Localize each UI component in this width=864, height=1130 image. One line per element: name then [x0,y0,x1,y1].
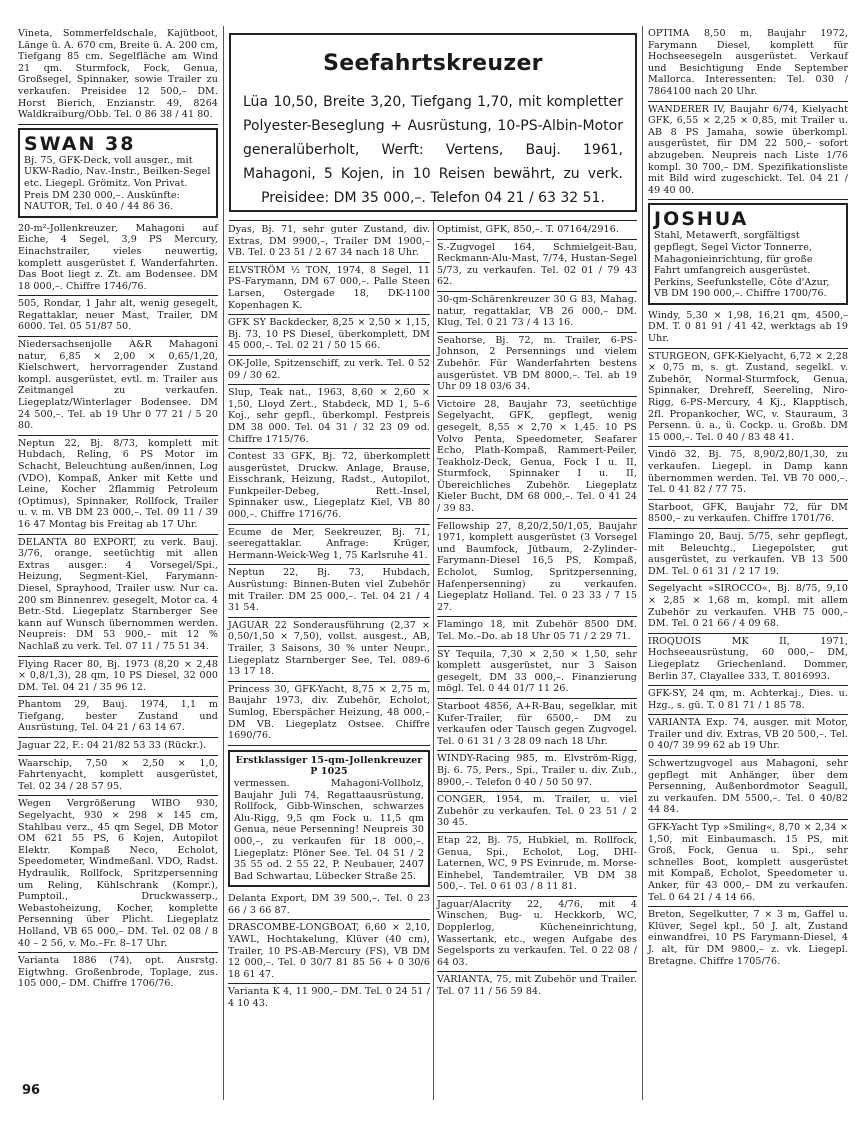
classified-ad [18,221,218,297]
classified-ad-text: Flying Racer 80, Bj. 1973 (8,20 × 2,48 × 0,8/1,3), 28 qm, 10 PS Diesel, 32 000 DM. Tel. 04 21 / 35 96 12. [18,658,218,693]
classified-ad-text: Niedersachsenjolle A&R Mahagoni natur, 6,85 × 2,00 × 0,65/1,20, Kielschwert, hervorragender Zustand kompl. ausgerüstet, evtl. m. Trailer aus Zeitmangel zu verkaufen. Liegeplatz/Winterlager Bodensee. DM 24 500,–. Tel. ab 19 Uhr 0 77 21 / 5 20 80. [18,339,218,432]
classified-ad-text: WINDY-Racing 985, m. Elvström-Rigg, Bj. 6. 75, Pers., Spi., Trailer u. div. Zub., 8900,–. Telefon 0 40 / 50 50 97. [437,753,637,788]
classified-ad [18,738,218,756]
classified-ad-text: Slup, Teak nat., 1963, 8,60 × 2,60 × 1,50, Lloyd Zert., Stabdeck, MD 1, 5–6 Koj., sehr gepfl., überkompl. Festpreis DM 38 000. Tel. 04 31 / 32 23 09 od. Chiffre 1715/76. [228,387,430,445]
classified-ad [228,984,430,1012]
classified-ad [648,447,848,499]
classified-ad [648,820,848,907]
classified-ad [18,436,218,535]
featured-ad-banner [229,33,637,212]
classified-ad-text: 30-qm-Schärenkreuzer 30 G 83, Mahag. natur, regattaklar, VB 26 000,– DM. Klug, Tel. 0 21 73 / 4 13 16. [437,293,637,329]
classified-ad-text: Vindö 32, Bj. 75, 8,90/2,80/1,30, zu verkaufen. Liegepl. in Damp kann übernommen werden. Tel. VB 70 000,–. Tel. 0 41 82 / 77 75. [648,449,848,496]
classified-ad-text: Contest 33 GFK, Bj. 72, überkomplett ausgerüstet, Druckw. Anlage, Brause, Eisschrank, Heizung, Radst., Autopilot, Funkpeiler-Debeg, Rett.-Insel, Spinnaker usw., Liegeplatz Kiel, VB 80 000,–. Chiffre 1716/76. [228,451,430,521]
classified-ad [437,333,637,397]
classified-ad-text: Etap 22, Bj. 75, Hubkiel, m. Rollfock, Genua, Spi., Echolot, Log, DHI-Laternen, WC, 9 PS Evinrude, m. Morse-Einhebel, Tandemtrailer, VB DM 38 500,–. Tel. 0 61 03 / 8 11 81. [437,834,637,893]
classified-ad-text: Optimist, GFK, 850,–. T. 07164/2916. [437,224,619,235]
classified-ad-text: OK-Jolle, Spitzenschiff, zu verk. Tel. 0 52 09 / 30 62. [228,357,430,381]
classified-ad-text: Delanta Export, DM 39 500,–. Tel. 0 23 66 / 3 66 87. [228,893,430,916]
classified-ad [648,686,848,715]
classified-ad [18,337,218,436]
classified-ad [648,500,848,529]
classified-ad [18,796,218,953]
classified-ad-text: CONGER, 1954, m. Trailer, u. viel Zubehör zu verkaufen. Tel. 0 23 51 / 2 30 45. [437,794,637,829]
classified-ad [228,263,430,315]
boxed-ad-heading: SWAN 38 [24,132,136,155]
classified-ad [228,315,430,356]
classified-ad [228,618,430,682]
classified-ad [437,751,637,792]
classified-ad [648,715,848,756]
ads-column-2 [228,222,430,1013]
classified-ad-text: Fellowship 27, 8,20/2,50/1,05, Baujahr 1971, komplett ausgerüstet (3 Vorsegel und Baumfock, Jütbaum, 2-Zylinder-Farymann-Diesel 16,5 PS, Kompaß, Echolot, Sumlog, Spritzpersenning, Hafenpersenning) zu verkaufen. Liegeplatz Holland. Tel. 0 23 33 / 7 15 27. [437,520,637,613]
classified-ad-text: VARIANTA, 75, mit Zubehör und Trailer. Tel. 07 11 / 56 59 84. [437,974,637,998]
classified-ad-text: Segelyacht »SIROCCO«, Bj. 8/75, 9,10 × 2,85 × 1,68 m, kompl. mit allem Zubehör zu verkaufen. VHB 75 000,– DM. Tel. 0 21 66 / 4 09 68. [648,583,848,630]
boxed-ad-heading: Erstklassiger 15-qm-Jollenkreuzer P 1025 [235,754,423,778]
classified-ad-text: WANDERER IV, Baujahr 6/74, Kielyacht GFK, 6,55 × 2,25 × 0,85, mit Trailer u. AB 8 PS Jamaha, sowie überkompl. ausgerüstet, für DM 22 500,– sofort abzugeben. Neupreis nach Liste 1/76 kompl. 30 700,– DM. Spezifikationsliste mit Bild wird zugeschickt. Tel. 04 21 / 49 40 00. [648,103,848,196]
classified-ad [648,102,848,201]
classified-ad-text: Neptun 22, Bj. 8/73, komplett mit Hubdach, Reling, 6 PS Motor im Schacht, Beleuchtung außen/innen, Log (VDO), Kompaß, Anker mit Kette und Leine, Kocher 2flammig Petroleum (Optimus), Spinnaker, Rollfock, Trailer u. v. m. VB DM 23 000,–. Tel. 09 11 / 39 16 47 Montag bis Freitag ab 17 Uhr. [18,437,218,530]
classified-ad [437,792,637,833]
classified-ad [437,699,637,751]
classified-ad [18,535,218,657]
classified-ad-text: IROQUOIS MK II, 1971, Hochseeausrüstung, 60 000,– DM, Liegeplatz Griechenland. Dommer, Berlin 37, Clayallee 333, T. 8016993. [648,635,848,682]
classified-ad [648,756,848,820]
classified-ad-text: GFK-Yacht Typ »Smiling«, 8,70 × 2,34 × 1,50, mit Einbaumasch. 15 PS, mit Groß, Fock, Genua u. Spi., sehr schnelles Boot, komplett ausgerüstet mit Kompaß, Echolot, Speedometer u. Anker, für 43 000,– DM zu verkaufen. Tel. 0 64 21 / 4 14 66. [648,822,848,903]
classified-ad [648,581,848,633]
classified-ad [228,682,430,746]
classified-ad-text: Vineta, Sommerfeldschale, Kajütboot, Länge ü. A. 670 cm, Breite ü. A. 200 cm, Tiefgang 85 cm. Segelfläche am Wind 21 qm. Sturmfock, Fock, Genua, Großsegel, Spinnaker, sowie Trailer zu verkaufen. Preisidee 12 500,– DM. Horst Bierich, Enzianstr. 49, 8264 Waldkraiburg/Obb. Tel. 0 86 38 / 41 80. [18,28,218,121]
boxed-ad [648,203,848,305]
classified-ad [228,385,430,449]
column-divider-1 [223,26,224,1100]
classified-ad-text: Phantom 29, Bauj. 1974, 1,1 m Tiefgang, bester Zustand und Ausrüstung, Tel. 04 21 / 63 14 67. [18,699,218,734]
ads-column-3 [437,222,637,1001]
classified-ad [18,697,218,738]
classified-ad [18,657,218,698]
classified-ad-text: Waarschip, 7,50 × 2,50 × 1,0, Fahrtenyacht, komplett ausgerüstet, Tel. 02 34 / 28 57 95. [18,757,218,792]
banner-text: Lüa 10,50, Breite 3,20, Tiefgang 1,70, mit kompletter Polyester-Beseglung + Ausrüstung, 10-PS-Albin-Motor generalüberholt, Werft: Vertens, Bauj. 1961, Mahagoni, 5 Kojen, in 10 Reisen bewährt, zu verk. Preisidee: DM 35 000,–. Telefon 04 21 / 63 32 51. [243,94,623,206]
classified-ad [18,953,218,993]
classified-ad-text: GFK-SY, 24 qm, m. Achterkaj., Dies. u. Hzg., s. gü. T. 0 81 71 / 1 85 78. [648,688,848,711]
column-divider-2 [433,220,434,1100]
classified-ad [437,972,637,1000]
classified-ad-text: vermessen. Mahagoni-Vollholz, Baujahr Juli 74, Regattaausrüstung, Rollfock, Gibb-Winschen, schwarzes Alu-Rigg, 9,5 qm Fock u. 11,5 qm Genua, neue Persenning! Neupreis 30 000,–, zu verkaufen für 18 000,–. Liegeplatz: Plöner See. Tel. 04 51 / 2 35 55 od. 2 55 22, P. Neubauer, 2407 Bad Schwartau, Lübecker Straße 25. [234,777,424,882]
classified-ad [18,26,218,125]
classified-ad-text: STURGEON, GFK-Kielyacht, 6,72 × 2,28 × 0,75 m, s. gt. Zustand, segelkl. v. Zubehör, Normal-Sturmfock, Genua, Spinnaker, Drehreff, Seereling, Niro-Rigg, 6-PS-Mercury, 4 Kj., Klapptisch, 2fl. Propankocher, WC, v. Stauraum, 3 Persenn. ü. a., ü. Cockp. u. Großb. DM 15 000,–. Tel. 0 40 / 83 48 41. [648,350,848,443]
ads-column-4 [648,26,848,970]
classified-ad [18,296,218,337]
classified-ad-text: Schwertzugvogel aus Mahagoni, sehr gepflegt mit Anhänger, über dem Persenning, Außenbordmotor Seagull, zu verkaufen. DM 5500,–. Tel. 0 40/82 44 84. [648,758,848,816]
classified-ad-text: DELANTA 80 EXPORT, zu verk. Bauj. 3/76, orange, seetüchtig mit allen Extras ausger.: 4 Vorsegel/Spi., Heizung, Segment-Kiel, Farymann-Diesel, Sprayhood, Trailer usw. Nur ca. 200 sm Binnenrev. gesegelt, Motor ca. 4 Betr.-Std. Liegeplatz Starnberger See kann auf Wunsch übernommen werden. Neupreis: DM 53 900,– mit 12 % Nachlaß zu verk. Tel. 07 11 / 75 51 34. [18,536,218,652]
classified-ad [648,634,848,686]
classified-ad [437,222,637,240]
classified-ad-text: S.-Zugvogel 164, Schmielgeit-Bau, Reckmann-Alu-Mast, 7/74, Hustan-Segel 5/73, zu verkaufen. Tel. 02 01 / 79 43 62. [437,241,637,288]
classified-ad-text: Starboot, GFK, Baujahr 72, für DM 8500,– zu verkaufen. Chiffre 1701/76. [648,501,848,525]
banner-title: Seefahrtskreuzer [323,51,543,76]
boxed-ad-heading: JOSHUA [654,208,749,231]
classified-ad-text: Windy, 5,30 × 1,98, 16,21 qm, 4500,– DM. T. 0 81 91 / 41 42, werktags ab 19 Uhr. [648,309,848,345]
classified-ad-text: ELVSTRÖM ½ TON, 1974, 8 Segel, 11 PS-Farymann, DM 67 000,–. Palle Steen Larsen, Ostergade 18, DK-1100 Kopenhagen K. [228,264,430,311]
classified-ad [437,240,637,292]
classified-ad-text: Stahl, Metawerft, sorgfältigst gepflegt, Segel Victor Tonnerre, Mahagonieinrichtung, für große Fahrt umfangreich ausgerüstet. Perkins, Seefunkstelle, Côte d'Azur, VB DM 190 000,–. Chiffre 1700/76. [654,230,830,300]
classified-ad [228,356,430,385]
classified-ad-text: GFK SY Backdecker, 8,25 × 2,50 × 1,15, Bj. 73, 10 PS Diesel, überkomplett, DM 45 000,–. Tel. 02 21 / 50 15 66. [228,317,430,352]
classified-ad [228,525,430,566]
classified-ad [228,449,430,525]
classified-ad-text: Dyas, Bj. 71, sehr guter Zustand, div. Extras, DM 9900,–, Trailer DM 1900,– VB. Tel. 0 23 51 / 2 67 34 nach 18 Uhr. [228,224,430,259]
classified-ad-text: 505, Rondar, 1 Jahr alt, wenig gesegelt, Regattaklar, neuer Mast, Trailer, DM 6000. Tel. 05 51/87 50. [18,298,218,333]
classified-ad-text: Princess 30, GFK-Yacht, 8,75 × 2,75 m, Baujahr 1973, div. Zubehör, Echolot, Sumlog, Eberspächer Heizung, 48 000,– DM VB. Liegeplatz Ostsee. Chiffre 1690/76. [228,683,430,742]
classified-ad-text: VARIANTA Exp. 74, ausger. mit Motor, Trailer und div. Extras, VB 20 500,–. Tel. 0 40/7 39 99 62 ab 19 Uhr. [648,717,848,752]
classified-ad [437,833,637,897]
boxed-ad [228,750,430,888]
classified-ad-text: Seahorse, Bj. 72, m. Trailer, 6-PS-Johnson, 2 Persennings und vielem Zubehör. Für Wanderfahrten bestens ausgerüstet. VB DM 8000,–. Tel. ab 19 Uhr 09 18 03/6 34. [437,334,637,393]
classified-ad-text: 20-m²-Jollenkreuzer, Mahagoni auf Eiche, 4 Segel, 3,9 PS Mercury, Einachstrailer, vieles neuwertig, komplett ausgerüstet f. Wanderfahrten. Das Boot liegt z. Zt. am Bodensee. DM 18 000,–. Chiffre 1746/76. [18,222,218,292]
classified-ad-text: Neptun 22, Bj. 73, Hubdach, Ausrüstung: Binnen-Buten viel Zubehör mit Trailer. DM 25 000,–. Tel. 04 21 / 4 31 54. [228,567,430,614]
classified-ad-text: Jaguar/Alacrity 22, 4/76, mit 4 Winschen, Bug- u. Heckkorb, WC, Dopplerlog, Kücheneinrichtung, Wassertank, etc., wegen Aufgabe des Segelsports zu verkaufen. Tel. 0 22 08 / 64 03. [437,898,637,968]
classified-ad-text: Flamingo 20, Bauj. 5/75, sehr gepflegt, mit Beleuchtg., Liegepolster, gut ausgerüstet, zu verkaufen. VB 13 500 DM. Tel. 0 61 31 / 2 17 19. [648,530,848,577]
classified-ad-text: Flamingo 18, mit Zubehör 8500 DM. Tel. Mo.–Do. ab 18 Uhr 05 71 / 2 29 71. [437,619,637,642]
classified-ad-text: JAGUAR 22 Sonderausführung (2,37 × 0,50/1,50 × 7,50), vollst. ausgest., AB, Trailer, 3 Saisons, 30 % unter Neupr., Liegeplatz Starnberger See, Tel. 089-6 13 17 18. [228,619,430,678]
classified-ad [648,529,848,581]
page-number: 96 [22,1083,41,1098]
classified-ad [437,292,637,333]
classified-ad-text: DRASCOMBE-LONGBOAT, 6,60 × 2,10, YAWL, Hochtakelung, Klüver (40 cm), Trailer, 10 PS-AB-Mercury (FS), VB DM 12 000,–. Tel. 0 30/7 81 85 56 + 0 30/6 18 61 47. [228,922,430,980]
boxed-ad [18,128,218,218]
classified-ad [437,397,637,519]
classified-ad-text: Breton, Segelkutter, 7 × 3 m, Gaffel u. Klüver, Segel kpl., 50 J. alt, Zustand einwandfrei, 10 PS Farymann-Diesel, 4 J. alt, für DM 9800,– z. vk. Liegepl. Bretagne. Chiffre 1705/76. [648,909,848,967]
classified-ad [228,891,430,920]
classified-ad [437,617,637,646]
classified-ad-text: Jaguar 22, F.: 04 21/82 53 33 (Rückr.). [18,740,207,752]
ads-column-1 [18,26,218,993]
classified-ad [437,519,637,618]
classified-ad [648,26,848,102]
classified-ad-text: Wegen Vergrößerung WIBO 930, Segelyacht, 930 × 298 × 145 cm, Stahlbau verz., 45 qm Segel, DB Motor OM 621 55 PS, 6 Kojen, Autopilot Elektr. Kompaß Neco, Echolot, Speedometer, Windmeßanl. VDO, Radst. Hydraulik, Rollfock, Spritzpersenning um Reling, Kühlschrank (Kompr.), Pumptoil., Druckwasserp., Webastoheizung, Kocher, komplette Persenning über Plicht. Liegeplatz Holland, VB 65 000,– DM. Tel. 02 08 / 8 40 – 2 56, v. Mo.–Fr. 8–17 Uhr. [18,798,218,949]
classified-ad [648,907,848,970]
classified-ad-text: OPTIMA 8,50 m, Baujahr 1972, Farymann Diesel, komplett für Hochseesegeln ausgerüstet. Verkauf und Besichtigung Ende September Mallorca. Interessenten: Tel. 030 / 7864100 nach 20 Uhr. [648,28,848,97]
classified-ad [228,565,430,617]
classified-ad [648,349,848,448]
classified-ad-text: Starboot 4856, A+R-Bau, segelklar, mit Kufer-Trailer, für 6500,– DM zu verkaufen oder Tausch gegen Zugvogel. Tel. 0 61 31 / 3 28 09 nach 18 Uhr. [437,700,637,747]
classified-ad-text: Ecume de Mer, Seekreuzer, Bj. 71, seeregattaklar. Anfrage: Krüger, Hermann-Weick-Weg 1, 75 Karlsruhe 41. [228,526,430,561]
classified-ad-text: Varianta 1886 (74), opt. Ausrstg. Eigtwhng. Großenbrode, Toplage, zus. 105 000,– DM. Chiffre 1706/76. [18,955,218,990]
classified-ad-text: Varianta K 4, 11 900,– DM. Tel. 0 24 51 / 4 10 43. [228,986,430,1010]
classified-ad [18,756,218,797]
classified-ad-text: SY Tequila, 7,30 × 2,50 × 1,50, sehr komplett ausgerüstet, nur 3 Saison gesegelt, DM 33 000,–. Finanzierung mögl. Tel. 0 44 01/7 11 26. [437,648,637,695]
classified-ad [228,920,430,984]
classified-ad [648,308,848,349]
classified-ad-text: Victoire 28, Baujahr 73, seetüchtige Segelyacht, GFK, gepflegt, wenig gesegelt, 8,55 × 2,70 × 1,45. 10 PS Volvo Penta, Speedometer, Seafarer Echo, Plath-Kompaß, Rammert-Peiler, Teakholz-Deck, Genua, Fock I u. II, Sturmfock, Spinnaker I u. II, Übereichliches Zubehör. Liegeplatz Kieler Bucht, DM 68 000,–. Tel. 0 41 24 / 39 83. [437,398,637,515]
classified-ad [437,897,637,973]
classified-ad-text: Bj. 75, GFK-Deck, voll ausger., mit UKW-Radio, Nav.-Instr., Beilken-Segel etc. Liegepl. Grömitz. Von Privat. Preis DM 230 000,–. Auskünfte: NAUTOR, Tel. 0 40 / 44 86 36. [24,154,211,213]
column-divider-3 [642,26,643,1100]
classified-ad [437,647,637,699]
classified-ad [228,222,430,263]
